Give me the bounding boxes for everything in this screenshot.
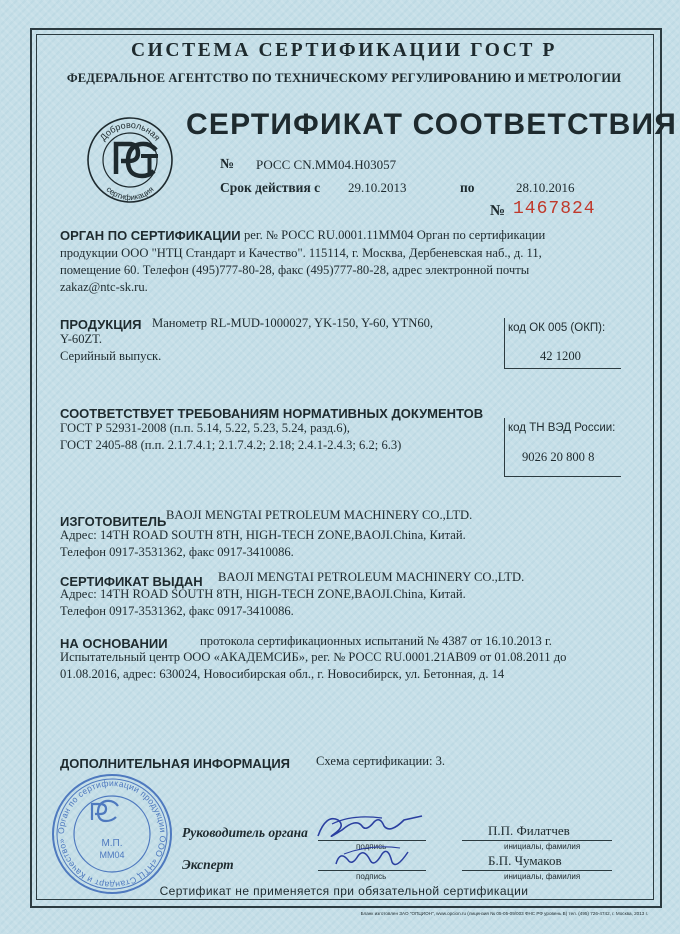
expert-label: Эксперт: [182, 857, 234, 872]
cert-body-label: ОРГАН ПО СЕРТИФИКАЦИИ: [60, 228, 241, 243]
product-line: Y-60ZT.: [60, 332, 103, 346]
stamp-mp: М.П.: [101, 838, 123, 849]
manufacturer-label: ИЗГОТОВИТЕЛЬ: [60, 514, 167, 529]
logo-top-text: Добровольная: [97, 119, 163, 143]
head-name-line: [462, 840, 612, 841]
stamp-ring-text: Орган по сертификации продукции ООО «НТЦ Стандарт и Качество»: [55, 777, 169, 891]
head-name-caption: инициалы, фамилия: [504, 842, 581, 851]
manufacturer-line: Адрес: 14TH ROAD SOUTH 8TH, HIGH-TECH ZONE,BAOJI.China, Китай.: [60, 528, 466, 542]
validity-label: Срок действия с: [220, 180, 321, 195]
expert-name-line: [462, 870, 612, 871]
issued-line: BAOJI MENGTAI PETROLEUM MACHINERY CO.,LTD.: [218, 570, 525, 584]
expert-sign-caption: подпись: [356, 872, 387, 881]
additional-label: ДОПОЛНИТЕЛЬНАЯ ИНФОРМАЦИЯ: [60, 756, 291, 771]
tnved-label: код ТН ВЭД России:: [508, 422, 616, 434]
form-number-sign: №: [490, 203, 506, 219]
manufacturer-line: Телефон 0917-3531362, факс 0917-3410086.: [60, 545, 294, 559]
basis-line: 01.08.2016, адрес: 630024, Новосибирская обл., г. Новосибирск, ул. Бетонная, д. 14: [60, 667, 505, 681]
conformity-label: СООТВЕТСТВУЕТ ТРЕБОВАНИЯМ НОРМАТИВНЫХ ДОКУМЕНТОВ: [60, 406, 484, 421]
validity-from: 29.10.2013: [348, 180, 407, 195]
rst-logo: [86, 116, 174, 204]
footer-note: Сертификат не применяется при обязательной сертификации: [159, 884, 529, 898]
certificate-number: РОСС CN.MM04.H03057: [256, 157, 397, 172]
expert-name-caption: инициалы, фамилия: [504, 872, 581, 881]
logo-bottom-text: сертификация: [104, 184, 156, 203]
okp-value: 42 1200: [540, 349, 581, 363]
cert-body-line: помещение 60. Телефон (495)777-80-28, факс (495)777-80-28, адрес электронной почты: [60, 263, 530, 277]
validity-to: 28.10.2016: [516, 180, 575, 195]
issued-line: Телефон 0917-3531362, факс 0917-3410086.: [60, 604, 294, 618]
certification-system-heading: СИСТЕМА СЕРТИФИКАЦИИ ГОСТ Р: [130, 40, 558, 61]
head-sign-caption: подпись: [356, 842, 387, 851]
issued-line: Адрес: 14TH ROAD SOUTH 8TH, HIGH-TECH ZONE,BAOJI.China, Китай.: [60, 587, 466, 601]
cert-body-line: рег. № РОСС RU.0001.11ММ04 Орган по сертификации: [244, 228, 546, 242]
validity-to-label: по: [460, 180, 475, 195]
conformity-line: ГОСТ 2405-88 (п.п. 2.1.7.4.1; 2.1.7.4.2; 2.18; 2.4.1-2.4.3; 6.2; 6.3): [60, 438, 402, 452]
head-label: Руководитель органа: [182, 825, 308, 840]
conformity-line: ГОСТ Р 52931-2008 (п.п. 5.14, 5.22, 5.23, 5.24, разд.6),: [60, 421, 350, 435]
product-line: Манометр RL-MUD-1000027, YK-150, Y-60, YTN60,: [152, 316, 434, 330]
manufacturer-line: BAOJI MENGTAI PETROLEUM MACHINERY CO.,LTD.: [166, 508, 473, 522]
expert-name: Б.П. Чумаков: [488, 853, 562, 868]
svg-text:Добровольная: [98, 120, 163, 143]
head-name: П.П. Филатчев: [488, 823, 570, 838]
cert-body-line: продукции ООО "НТЦ Стандарт и Качество". 115114, г. Москва, Дербеневская наб., д. 11,: [60, 246, 542, 260]
stamp-code: ММ04: [99, 850, 125, 860]
official-stamp: [50, 772, 174, 896]
additional-text: Схема сертификации: 3.: [316, 754, 446, 768]
basis-line: Испытательный центр ООО «АКАДЕМСИБ», рег. № РОСС RU.0001.21АВ09 от 01.08.2011 до: [60, 650, 567, 664]
expert-signature: [330, 840, 420, 874]
agency-heading: ФЕДЕРАЛЬНОЕ АГЕНТСТВО ПО ТЕХНИЧЕСКОМУ РЕГУЛИРОВАНИЮ И МЕТРОЛОГИИ: [66, 71, 622, 85]
cert-body-line: zakaz@ntc-sk.ru.: [60, 280, 148, 294]
form-number: 1467824: [513, 199, 596, 219]
tnved-value: 9026 20 800 8: [522, 450, 595, 464]
printer-note: Бланк изготовлен ЗАО "ОПЦИОН", www.opcion.ru (лицензия № 05-05-09/003 ФНС РФ уровень В) тел. (495) 726-4742, г. Москва, 2013 г.: [360, 911, 648, 916]
basis-label: НА ОСНОВАНИИ: [60, 636, 168, 651]
okp-label: код ОК 005 (ОКП):: [508, 322, 606, 334]
issued-label: СЕРТИФИКАТ ВЫДАН: [60, 574, 203, 589]
product-line: Серийный выпуск.: [60, 349, 162, 363]
certificate-title: СЕРТИФИКАТ СООТВЕТСТВИЯ: [186, 108, 678, 141]
number-sign: №: [220, 157, 235, 172]
product-label: ПРОДУКЦИЯ: [60, 317, 142, 332]
basis-line: протокола сертификационных испытаний № 4387 от 16.10.2013 г.: [200, 634, 552, 648]
